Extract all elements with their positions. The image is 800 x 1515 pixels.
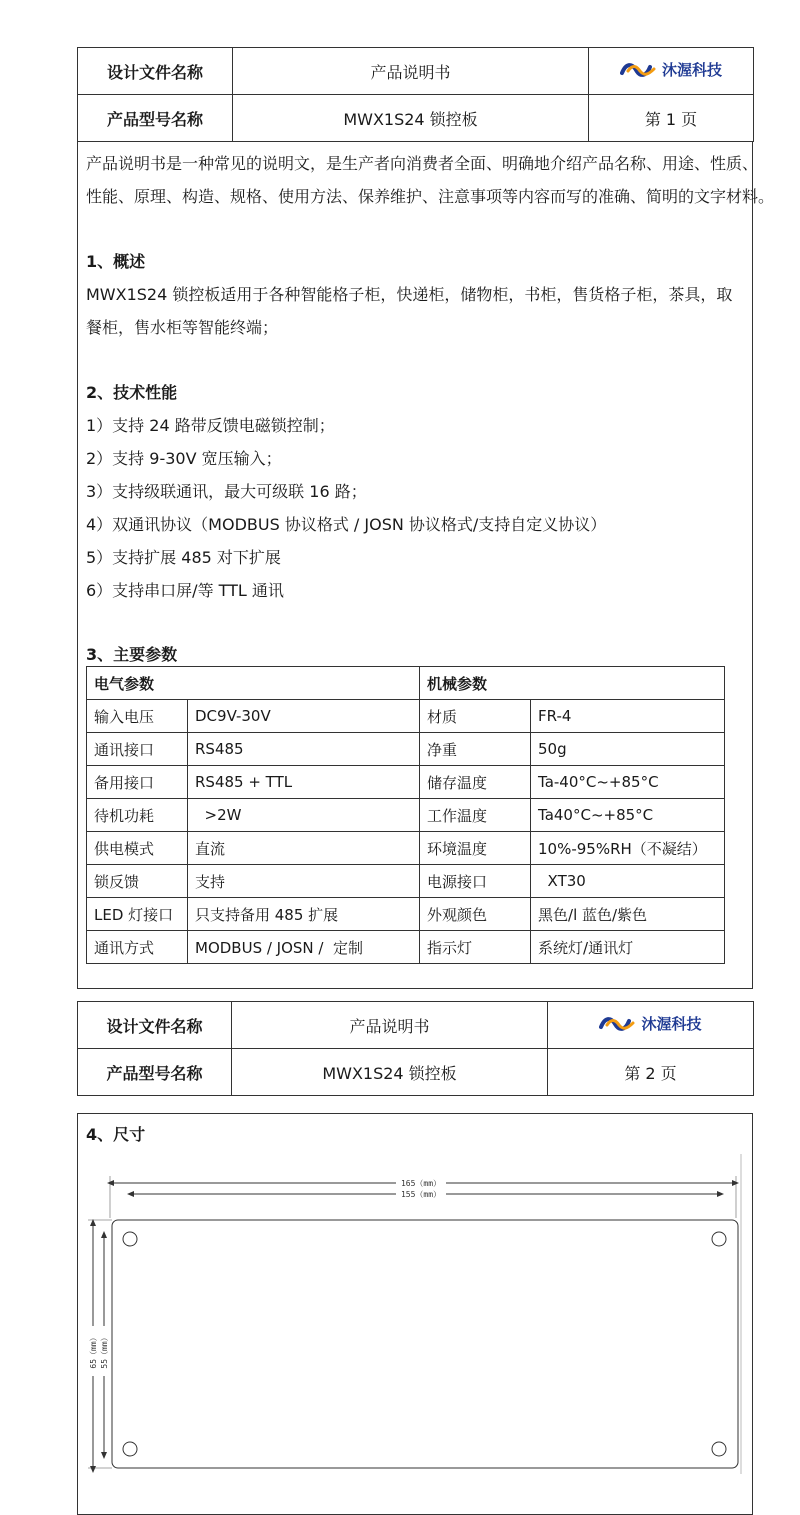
design-file-label: 设计文件名称 <box>78 1002 232 1049</box>
performance-item: 1）支持 24 路带反馈电磁锁控制； <box>86 416 335 435</box>
param-label: 通讯接口 <box>87 733 188 766</box>
param-label: 待机功耗 <box>87 799 188 832</box>
table-row <box>87 733 725 766</box>
page-number: 第 2 页 <box>548 1049 754 1096</box>
performance-item: 6）支持串口屏/等 TTL 通讯 <box>86 581 284 600</box>
param-value: 系统灯/通讯灯 <box>531 931 725 964</box>
board-outline <box>112 1220 738 1468</box>
param-label: 输入电压 <box>87 700 188 733</box>
mounting-hole <box>712 1232 726 1246</box>
param-value: MODBUS / JOSN / 定制 <box>188 931 420 964</box>
brand-name: 沐渥科技 <box>641 1015 702 1034</box>
brand-logo-cell <box>548 1002 754 1049</box>
param-value: 支持 <box>188 865 420 898</box>
mounting-hole <box>123 1232 137 1246</box>
param-value: 10%-95%RH（不凝结） <box>531 832 725 865</box>
dimensions-section <box>77 1113 753 1515</box>
mechanical-params-header: 机械参数 <box>420 667 725 700</box>
table-row <box>87 931 725 964</box>
performance-heading: 2、技术性能 <box>86 383 178 402</box>
brand-logo-cell <box>589 48 754 95</box>
param-value: RS485 <box>188 733 420 766</box>
param-value: DC9V-30V <box>188 700 420 733</box>
param-label: 工作温度 <box>420 799 531 832</box>
param-value: 直流 <box>188 832 420 865</box>
intro-line-1: 产品说明书是一种常见的说明文，是生产者向消费者全面、明确地介绍产品名称、用途、性质、 <box>86 154 759 173</box>
design-file-label: 设计文件名称 <box>78 48 233 95</box>
wave-logo-icon <box>620 61 656 79</box>
document-title: 产品说明书 <box>233 48 589 95</box>
overview-heading: 1、概述 <box>86 252 146 271</box>
performance-item: 3）支持级联通讯，最大可级联 16 路； <box>86 482 367 501</box>
page-1-content <box>77 142 775 989</box>
param-value: 黑色/l 蓝色/紫色 <box>531 898 725 931</box>
mounting-hole <box>712 1442 726 1456</box>
param-value: 只支持备用 485 扩展 <box>188 898 420 931</box>
dimensions-heading: 4、尺寸 <box>86 1125 146 1144</box>
header-table-page-2 <box>77 1001 754 1096</box>
performance-item: 4）双通讯协议（MODBUS 协议格式 / JOSN 协议格式/支持自定义协议） <box>86 515 607 534</box>
brand-logo <box>599 1013 701 1034</box>
param-label: LED 灯接口 <box>87 898 188 931</box>
param-label: 外观颜色 <box>420 898 531 931</box>
model-name: MWX1S24 锁控板 <box>232 1049 548 1096</box>
mounting-hole <box>123 1442 137 1456</box>
outer-height-label: 65（mm） <box>89 1333 98 1369</box>
inner-height-label: 55（mm） <box>100 1333 109 1369</box>
model-name: MWX1S24 锁控板 <box>233 95 589 142</box>
param-value: Ta-40°C~+85°C <box>531 766 725 799</box>
table-row <box>87 799 725 832</box>
table-row <box>87 898 725 931</box>
param-value: XT30 <box>531 865 725 898</box>
model-name-label: 产品型号名称 <box>78 1049 232 1096</box>
brand-name: 沐渥科技 <box>661 61 722 80</box>
table-row <box>87 865 725 898</box>
intro-line-2: 性能、原理、构造、规格、使用方法、保养维护、注意事项等内容而写的准确、简明的文字材料。 <box>86 187 775 206</box>
page-number: 第 1 页 <box>589 95 754 142</box>
table-row <box>87 766 725 799</box>
dimension-drawing <box>78 1114 752 1514</box>
param-label: 材质 <box>420 700 531 733</box>
params-heading: 3、主要参数 <box>86 645 178 664</box>
param-label: 通讯方式 <box>87 931 188 964</box>
param-value: Ta40°C~+85°C <box>531 799 725 832</box>
table-row <box>87 700 725 733</box>
document-title: 产品说明书 <box>232 1002 548 1049</box>
header-table-page-1 <box>77 47 754 142</box>
overview-text: MWX1S24 锁控板适用于各种智能格子柜，快递柜，储物柜，书柜，售货格子柜，茶具，取餐柜，售水柜等智能终端； <box>86 285 733 337</box>
inner-width-label: 155（mm） <box>400 1190 442 1199</box>
outer-width-label: 165（mm） <box>400 1179 442 1188</box>
performance-item: 5）支持扩展 485 对下扩展 <box>86 548 281 567</box>
wave-logo-icon <box>599 1015 635 1033</box>
table-row <box>87 832 725 865</box>
brand-logo <box>620 59 722 80</box>
param-label: 储存温度 <box>420 766 531 799</box>
param-label: 环境温度 <box>420 832 531 865</box>
performance-item: 2）支持 9-30V 宽压输入； <box>86 449 282 468</box>
param-label: 指示灯 <box>420 931 531 964</box>
electrical-params-header: 电气参数 <box>87 667 420 700</box>
param-value: RS485 + TTL <box>188 766 420 799</box>
param-label: 净重 <box>420 733 531 766</box>
param-label: 备用接口 <box>87 766 188 799</box>
param-label: 锁反馈 <box>87 865 188 898</box>
param-value: FR-4 <box>531 700 725 733</box>
param-label: 电源接口 <box>420 865 531 898</box>
param-value: >2W <box>188 799 420 832</box>
parameters-table <box>86 666 725 964</box>
param-label: 供电模式 <box>87 832 188 865</box>
param-value: 50g <box>531 733 725 766</box>
model-name-label: 产品型号名称 <box>78 95 233 142</box>
